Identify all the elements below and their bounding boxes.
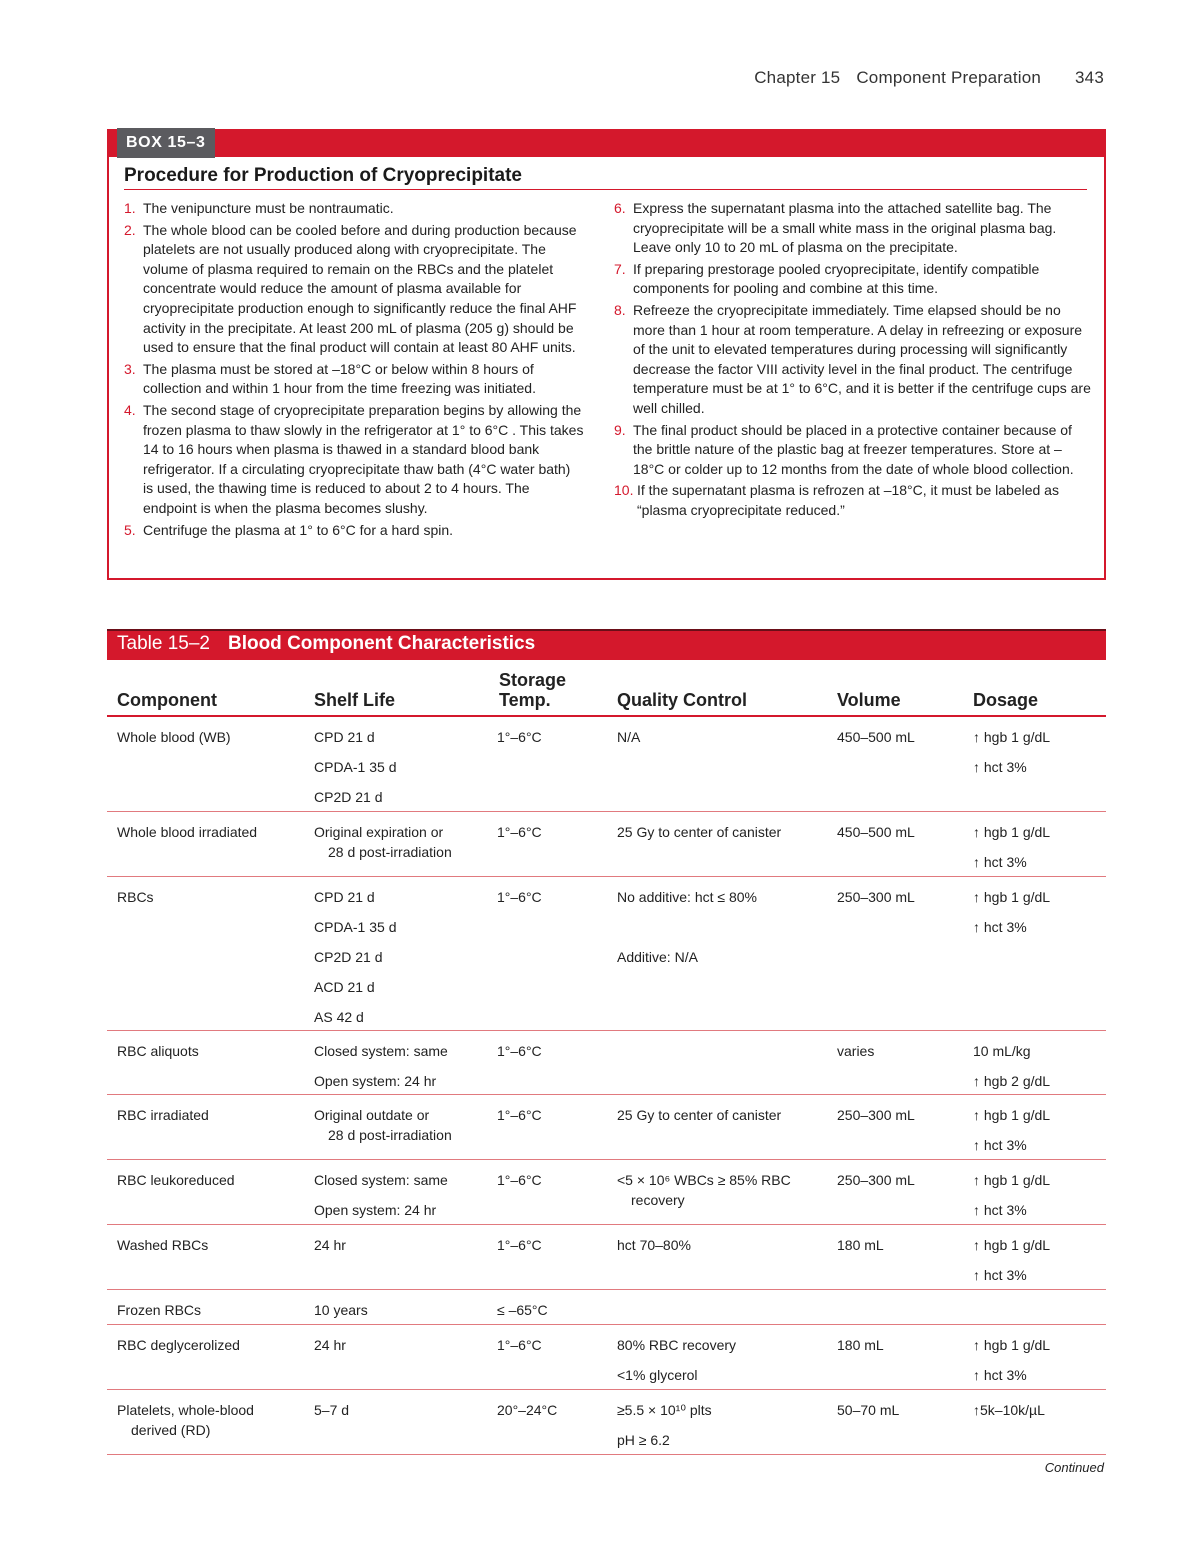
cell-shelf-life — [314, 1107, 494, 1147]
running-head — [754, 68, 1104, 88]
cell-shelf-life — [314, 1237, 494, 1267]
step-number: 3. — [124, 360, 136, 377]
cell-line: 1°–6°C — [497, 1172, 542, 1188]
cell-line: ↑ hct 3% — [973, 1267, 1027, 1283]
cell-component — [117, 1107, 307, 1137]
cell-line: ↑ hct 3% — [973, 1202, 1027, 1218]
procedure-step — [124, 199, 584, 219]
cell-volume — [837, 1043, 967, 1073]
cell-line: ↑ hct 3% — [973, 854, 1027, 870]
table-row — [107, 812, 1106, 877]
cell-line: ↑ hgb 1 g/dL — [973, 889, 1051, 905]
step-number: 1. — [124, 200, 136, 216]
cell-line: Closed system: same — [314, 1043, 448, 1059]
cell-line: CPDA-1 35 d — [314, 759, 397, 775]
cell-line: 250–300 mL — [837, 1172, 915, 1188]
chapter-label: Chapter 15 — [754, 68, 841, 87]
header-quality-control: Quality Control — [617, 690, 747, 710]
procedure-step — [124, 401, 584, 519]
header-volume: Volume — [837, 690, 901, 710]
cell-line: 10 mL/kg — [973, 1043, 1031, 1059]
cell-shelf-life — [314, 1337, 494, 1367]
cell-line: 10 years — [314, 1302, 368, 1318]
cell-line: RBC deglycerolized — [117, 1337, 240, 1353]
cell-line: ≥5.5 × 10¹⁰ plts — [617, 1402, 712, 1418]
box-tag: BOX 15–3 — [117, 128, 215, 158]
cell-line: ↑ hgb 1 g/dL — [973, 1237, 1051, 1253]
cell-line: 50–70 mL — [837, 1402, 900, 1418]
cell-line: 24 hr — [314, 1337, 346, 1353]
procedure-step — [614, 301, 1092, 419]
header-storage-temp — [499, 670, 566, 710]
cell-line: Frozen RBCs — [117, 1302, 202, 1318]
cell-volume — [837, 1107, 967, 1137]
cell-quality-control — [617, 729, 832, 759]
step-number: 10. — [614, 482, 634, 499]
table-row — [107, 1325, 1106, 1390]
table-caption — [117, 633, 535, 655]
step-text: Refreeze the cryoprecipitate immediately. Time elapsed should be no more than 1 hour at room temperature. A delay in refreezing or exposure of the unit to elevated temperatures during processing will significantly decrease the factor VIII activity level in the final product. The centrifuge temperature must be at 1° to 6°C, and it is better if the centrifuge cups are well chilled. — [633, 301, 1091, 416]
cell-line: CPD 21 d — [314, 729, 375, 745]
cell-line: 1°–6°C — [497, 1107, 542, 1123]
cell-line: ≤ –65°C — [497, 1302, 548, 1318]
cell-volume — [837, 1402, 967, 1432]
cell-line — [617, 919, 832, 949]
table-row — [107, 1390, 1106, 1455]
step-number: 7. — [614, 260, 626, 277]
header-component: Component — [117, 690, 217, 710]
step-number: 8. — [614, 301, 626, 318]
step-text: The whole blood can be cooled before and during production because platelets are not usually produced along with cryoprecipitate. The volume of plasma required to remain on the RBCs and the platelet concentrate would reduce the amount of plasma available for cryoprecipitate production enough to significantly reduce the final AHF activity in the precipitate. At least 200 mL of plasma (205 g) should be used to ensure that the final product will contain at least 80 AHF units. — [143, 221, 577, 356]
page-number: 343 — [1075, 68, 1104, 87]
cell-quality-control — [617, 824, 832, 854]
cell-component — [117, 729, 307, 759]
cell-line: <5 × 10⁶ WBCs ≥ 85% RBC — [617, 1172, 791, 1188]
procedure-step — [614, 421, 1092, 480]
header-storage-temp-line2: Temp. — [499, 690, 551, 710]
cell-shelf-life — [314, 824, 494, 864]
cell-dosage — [973, 1043, 1103, 1103]
step-text: If preparing prestorage pooled cryoprecipitate, identify compatible components for pooling and combine at this time. — [633, 260, 1040, 297]
steps-right-column — [614, 199, 1092, 523]
cell-dosage — [973, 1107, 1103, 1167]
procedure-step — [614, 481, 1092, 520]
cell-line: ↑ hgb 1 g/dL — [973, 1107, 1051, 1123]
cell-shelf-life — [314, 1402, 494, 1432]
cell-storage-temp — [497, 1107, 612, 1137]
cell-line: ↑ hgb 2 g/dL — [973, 1073, 1051, 1089]
procedure-step — [124, 521, 584, 541]
cell-line: ↑ hct 3% — [973, 919, 1027, 935]
cell-line: recovery — [631, 1192, 685, 1208]
cell-line: CP2D 21 d — [314, 789, 383, 805]
cell-line: 1°–6°C — [497, 889, 542, 905]
table-row — [107, 1031, 1106, 1095]
cell-line: Whole blood (WB) — [117, 729, 231, 745]
cell-line: Platelets, whole-blood — [117, 1402, 254, 1418]
cell-dosage — [973, 1172, 1103, 1232]
cell-line: <1% glycerol — [617, 1367, 698, 1383]
step-text: The plasma must be stored at –18°C or below within 8 hours of collection and within 1 hour from the time freezing was initiated. — [143, 360, 536, 397]
box-divider — [124, 189, 1087, 190]
procedure-step — [614, 260, 1092, 299]
cell-dosage — [973, 824, 1103, 884]
cell-line: derived (RD) — [131, 1422, 211, 1438]
cell-quality-control — [617, 889, 832, 979]
cell-component — [117, 1237, 307, 1267]
procedure-box — [107, 129, 1106, 580]
table-caption-bar — [107, 629, 1106, 660]
cell-quality-control — [617, 1337, 832, 1397]
table-label: Table 15–2 — [117, 633, 210, 654]
cell-storage-temp — [497, 824, 612, 854]
cell-dosage — [973, 1402, 1103, 1432]
cell-shelf-life — [314, 1043, 494, 1103]
cell-line: pH ≥ 6.2 — [617, 1432, 670, 1448]
cell-line: 28 d post-irradiation — [328, 1127, 452, 1143]
cell-dosage — [973, 889, 1103, 949]
cell-quality-control — [617, 1107, 832, 1137]
cell-line: Original outdate or — [314, 1107, 430, 1123]
header-storage-temp-line1: Storage — [499, 670, 567, 690]
cell-line: 1°–6°C — [497, 1337, 542, 1353]
cell-storage-temp — [497, 1402, 612, 1432]
step-text: If the supernatant plasma is refrozen at –18°C, it must be labeled as “plasma cryoprecipitate reduced.” — [637, 482, 1059, 518]
cell-line: 250–300 mL — [837, 1107, 915, 1123]
cell-component — [117, 1043, 307, 1073]
cell-line: ↑ hct 3% — [973, 1367, 1027, 1383]
cell-line: 80% RBC recovery — [617, 1337, 737, 1353]
cell-line: RBC irradiated — [117, 1107, 209, 1123]
cell-line: RBCs — [117, 889, 154, 905]
cell-volume — [837, 824, 967, 854]
cell-quality-control — [617, 1237, 832, 1267]
table-row — [107, 1290, 1106, 1325]
cell-line: Open system: 24 hr — [314, 1202, 437, 1218]
cell-line: ↑ hct 3% — [973, 1137, 1027, 1153]
cell-line: CP2D 21 d — [314, 949, 383, 965]
cell-shelf-life — [314, 1172, 494, 1232]
cell-dosage — [973, 1337, 1103, 1397]
cell-line: 1°–6°C — [497, 1237, 542, 1253]
cell-volume — [837, 729, 967, 759]
cell-storage-temp — [497, 1172, 612, 1202]
step-text: Centrifuge the plasma at 1° to 6°C for a hard spin. — [143, 521, 454, 538]
table-row — [107, 717, 1106, 812]
cell-line: 25 Gy to center of canister — [617, 1107, 782, 1123]
cell-line: Additive: N/A — [617, 949, 698, 965]
header-dosage: Dosage — [973, 690, 1039, 710]
table-row — [107, 1225, 1106, 1290]
cell-line: ↑ hgb 1 g/dL — [973, 824, 1051, 840]
cell-storage-temp — [497, 1337, 612, 1367]
cell-line: Whole blood irradiated — [117, 824, 258, 840]
step-number: 9. — [614, 421, 626, 438]
cell-component — [117, 1172, 307, 1202]
cell-line: ↑ hgb 1 g/dL — [973, 729, 1051, 745]
cell-line: 25 Gy to center of canister — [617, 824, 782, 840]
continued-note: Continued — [1044, 1460, 1104, 1475]
step-text: The venipuncture must be nontraumatic. — [143, 200, 394, 216]
cell-line: 180 mL — [837, 1237, 884, 1253]
cell-shelf-life — [314, 889, 494, 1039]
cell-line: Washed RBCs — [117, 1237, 209, 1253]
cell-line: 24 hr — [314, 1237, 346, 1253]
cell-component — [117, 824, 307, 854]
cell-line: ↑5k–10k/µL — [973, 1402, 1045, 1418]
cell-line: 20°–24°C — [497, 1402, 558, 1418]
step-number: 6. — [614, 200, 626, 216]
cell-line: AS 42 d — [314, 1009, 364, 1025]
cell-line: 180 mL — [837, 1337, 884, 1353]
procedure-step — [124, 360, 584, 399]
step-number: 4. — [124, 401, 136, 418]
cell-line: N/A — [617, 729, 641, 745]
cell-line: 28 d post-irradiation — [328, 844, 452, 860]
cell-line: hct 70–80% — [617, 1237, 691, 1253]
step-number: 5. — [124, 521, 136, 538]
cell-line: 5–7 d — [314, 1402, 350, 1418]
cell-shelf-life — [314, 729, 494, 819]
cell-component — [117, 889, 307, 919]
cell-line: 450–500 mL — [837, 729, 915, 745]
cell-storage-temp — [497, 889, 612, 919]
cell-dosage — [973, 1237, 1103, 1297]
cell-line: 1°–6°C — [497, 1043, 542, 1059]
cell-storage-temp — [497, 729, 612, 759]
cell-line: varies — [837, 1043, 875, 1059]
cell-line: 1°–6°C — [497, 824, 542, 840]
cell-line: CPD 21 d — [314, 889, 375, 905]
cell-component — [117, 1402, 307, 1442]
cell-dosage — [973, 729, 1103, 789]
cell-volume — [837, 1172, 967, 1202]
table-title: Blood Component Characteristics — [227, 633, 536, 654]
cell-component — [117, 1337, 307, 1367]
cell-line: Open system: 24 hr — [314, 1073, 437, 1089]
step-number: 2. — [124, 221, 136, 238]
cell-volume — [837, 1237, 967, 1267]
cell-volume — [837, 1337, 967, 1367]
procedure-step — [614, 199, 1092, 258]
cell-line: Original expiration or — [314, 824, 444, 840]
box-title: Procedure for Production of Cryoprecipitate — [124, 165, 522, 186]
cell-line — [617, 1043, 832, 1073]
box-header-bar — [109, 131, 1104, 157]
step-text: The final product should be placed in a protective container because of the brittle nature of the plastic bag at freezer temperatures. Store at –18°C or colder up to 12 months from the date of whole blood collection. — [633, 421, 1074, 477]
step-text: Express the supernatant plasma into the attached satellite bag. The cryoprecipitate will be a small white mass in the original plasma bag. Leave only 10 to 20 mL of plasma on the precipitate. — [633, 200, 1057, 256]
cell-quality-control — [617, 1043, 832, 1073]
cell-line: 1°–6°C — [497, 729, 542, 745]
cell-storage-temp — [497, 1043, 612, 1073]
cell-line: 450–500 mL — [837, 824, 915, 840]
cell-storage-temp — [497, 1237, 612, 1267]
steps-left-column — [124, 199, 584, 542]
table-row — [107, 1095, 1106, 1160]
header-shelf-life: Shelf Life — [314, 690, 396, 710]
table-header — [107, 668, 1106, 717]
cell-line: CPDA-1 35 d — [314, 919, 397, 935]
cell-line: Closed system: same — [314, 1172, 448, 1188]
table-row — [107, 877, 1106, 1031]
step-text: The second stage of cryoprecipitate preparation begins by allowing the frozen plasma to thaw slowly in the refrigerator at 1° to 6°C . This takes 14 to 16 hours when plasma is thawed in a standard blood bank refrigerator. If a circulating cryoprecipitate thaw bath (4°C water bath) is used, the thawing time is reduced to about 2 to 4 hours. The endpoint is when the plasma becomes slushy. — [143, 401, 584, 516]
cell-line: ↑ hct 3% — [973, 759, 1027, 775]
cell-volume — [837, 889, 967, 919]
cell-line: ↑ hgb 1 g/dL — [973, 1337, 1051, 1353]
cell-quality-control — [617, 1402, 832, 1462]
cell-line: ↑ hgb 1 g/dL — [973, 1172, 1051, 1188]
cell-line: 250–300 mL — [837, 889, 915, 905]
cell-line: No additive: hct ≤ 80% — [617, 889, 757, 905]
table-row — [107, 1160, 1106, 1225]
cell-line: ACD 21 d — [314, 979, 375, 995]
procedure-step — [124, 221, 584, 358]
cell-line: RBC leukoreduced — [117, 1172, 235, 1188]
cell-line: RBC aliquots — [117, 1043, 199, 1059]
chapter-title: Component Preparation — [856, 68, 1042, 87]
cell-quality-control — [617, 1172, 832, 1212]
